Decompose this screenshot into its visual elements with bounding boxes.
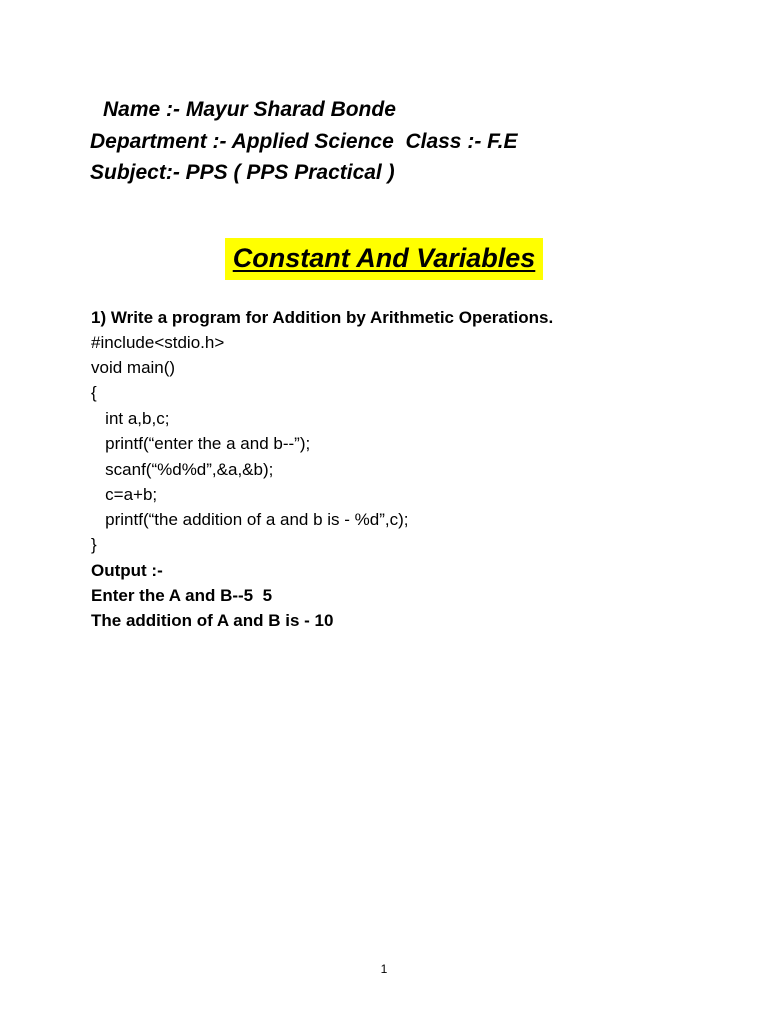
code-line: { — [91, 383, 97, 402]
code-line: } — [91, 535, 97, 554]
code-line: printf(“enter the a and b--”); — [91, 434, 311, 453]
code-line: printf(“the addition of a and b is - %d”,c); — [91, 510, 409, 529]
name-line: Name :- Mayur Sharad Bonde — [103, 98, 396, 121]
code-line: #include<stdio.h> — [91, 333, 225, 352]
page-number: 1 — [380, 962, 388, 976]
code-line: c=a+b; — [91, 485, 158, 504]
output-label: Output :- — [91, 561, 163, 580]
code-line: int a,b,c; — [91, 409, 170, 428]
question-text: 1) Write a program for Addition by Arithmetic Operations. — [91, 308, 554, 327]
code-line: scanf(“%d%d”,&a,&b); — [91, 460, 274, 479]
subject-line: Subject:- PPS ( PPS Practical ) — [90, 161, 395, 184]
output-line: The addition of A and B is - 10 — [91, 611, 334, 630]
department-line: Department :- Applied Science Class :- F.E — [90, 130, 518, 153]
page-title: Constant And Variables — [232, 243, 536, 273]
title-highlight — [225, 238, 543, 280]
output-line: Enter the A and B--5 5 — [91, 586, 273, 605]
code-line: void main() — [91, 358, 176, 377]
